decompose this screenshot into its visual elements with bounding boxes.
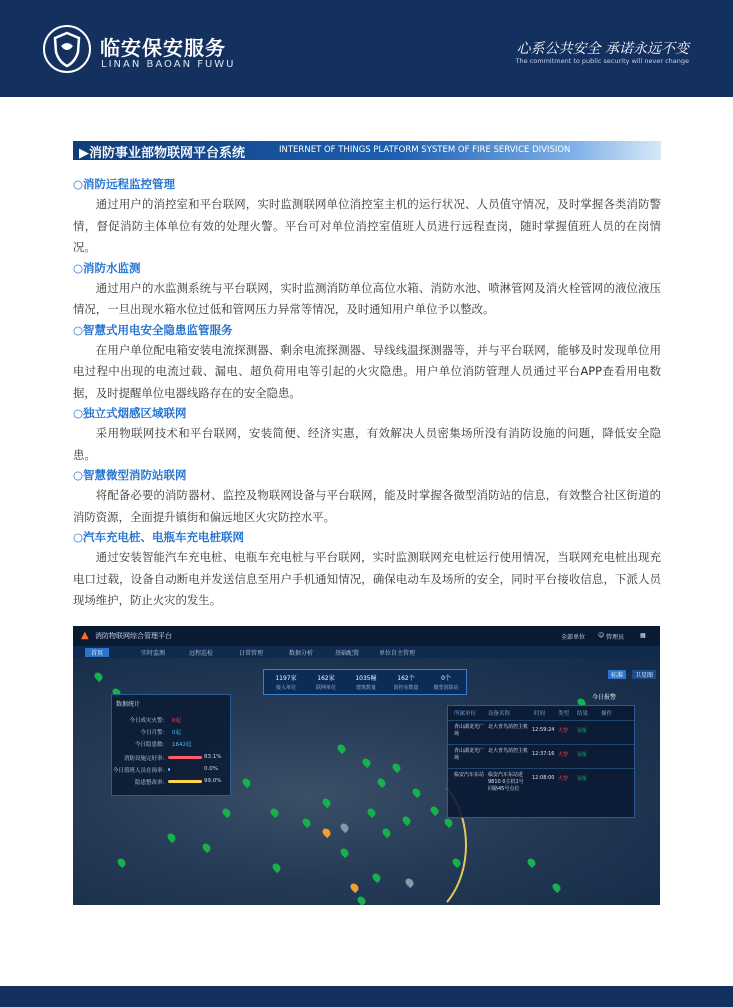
map-pin[interactable] xyxy=(301,817,312,828)
content-body xyxy=(73,175,661,612)
alarm-row[interactable]: 青山湖龙光广场 北大青鸟消控主机 12:59:24 火警 误报 xyxy=(448,720,634,745)
stat-row: 今日成灾火警： 0起 xyxy=(129,718,181,724)
nav-tab-inspection[interactable]: 远程巡检 xyxy=(189,650,214,657)
alarm-table-header: 所属单位 设备名称 时间 类型 结果 操作 xyxy=(454,711,613,717)
map-pin[interactable] xyxy=(271,862,282,873)
map-pin[interactable] xyxy=(361,757,372,768)
shield-logo-icon xyxy=(42,24,92,74)
item-title: ○消防远程监控管理 xyxy=(73,177,176,191)
item-body: 通过用户的水监测系统与平台联网，实时监测消防单位高位水箱、消防水池、喷淋管网及消火栓管网的液位液压情况，一旦出现水箱水位过低和管网压力异常等情况，及时通知用户单位予以整改。 xyxy=(73,280,661,316)
rate-row: 消防设施完好率： 83.1% xyxy=(123,754,222,762)
warning-pin[interactable] xyxy=(321,827,332,838)
data-stats-title: 数据统计 xyxy=(116,701,141,708)
map-pin[interactable] xyxy=(201,842,212,853)
stat-buildings: 1035幢 建筑数量 xyxy=(355,675,377,691)
user-icon: ☺ xyxy=(598,632,605,639)
map-pin[interactable] xyxy=(321,797,332,808)
rate-bar xyxy=(168,768,170,771)
map-pin[interactable] xyxy=(166,832,177,843)
stats-summary-bar xyxy=(263,669,467,695)
alarm-table-panel xyxy=(447,705,635,818)
header-banner xyxy=(0,0,733,97)
map-pin[interactable] xyxy=(116,857,127,868)
item-title: ○独立式烟感区域联网 xyxy=(73,406,187,420)
map-pin[interactable] xyxy=(339,847,350,858)
section-subtitle: INTERNET OF THINGS PLATFORM SYSTEM OF FIRE SERVICE DIVISION xyxy=(279,145,571,155)
item-body: 将配备必要的消防器材、监控及物联网设备与平台联网，能及时掌握各微型消防站的信息，有效整合社区街道的消防资源，全面提升镇街和偏远地区火灾防控水平。 xyxy=(73,488,661,524)
map-mode-satellite[interactable]: 卫星图 xyxy=(632,670,656,679)
stat-micro-stations: 0个 微型消防站 xyxy=(433,675,459,691)
flame-icon: ▲ xyxy=(81,630,89,641)
nav-tab-daily[interactable]: 日常管理 xyxy=(239,650,264,657)
item-body: 通过用户的消控室和平台联网，实时监测联网单位消控室主机的运行状况、人员值守情况，及时掌握各类消防警情，督促消防主体单位有效的处理火警。平台可对单位消控室值班人员进行远程查岗，随时掌握值班人员的在岗情况。 xyxy=(73,197,661,254)
item-title: ○智慧式用电安全隐患监管服务 xyxy=(73,322,233,337)
nav-tab-config[interactable]: 基础配置 xyxy=(335,650,360,657)
map-pin[interactable] xyxy=(241,777,252,788)
item-title: ○汽车充电桩、电瓶车充电桩联网 xyxy=(73,530,245,544)
platform-screenshot xyxy=(73,626,660,905)
map-pin[interactable] xyxy=(551,882,562,893)
stat-row: 今日月警： 0起 xyxy=(140,730,181,736)
unit-selector[interactable]: 全部单位 xyxy=(561,634,586,641)
slogan-chinese: 心系公共安全 承诺永远不变 xyxy=(516,41,689,57)
alarm-row[interactable]: 青山湖龙光广场 北大青鸟消控主机 12:37:16 火警 误报 xyxy=(448,744,634,769)
data-stats-panel xyxy=(111,694,231,796)
nav-tab-analysis[interactable]: 数据分析 xyxy=(289,650,314,657)
section-title: ▶消防事业部物联网平台系统 xyxy=(79,146,245,161)
brand-pinyin: LINAN BAOAN FUWU xyxy=(101,59,236,70)
rate-row: 今日值班人员在岗率： 0.0% xyxy=(112,766,218,774)
nav-tab-realtime[interactable]: 实时监测 xyxy=(141,650,166,657)
grid-icon[interactable]: ▦ xyxy=(640,632,646,639)
slogan-english: The commitment to public security will never change xyxy=(515,57,689,65)
warning-pin[interactable] xyxy=(349,882,360,893)
map-mode-standard[interactable]: 标准 xyxy=(608,670,626,679)
map-pin[interactable] xyxy=(93,671,104,682)
stat-row: 今日隐患数： 1642起 xyxy=(134,742,192,748)
platform-titlebar xyxy=(73,626,660,646)
map-pin[interactable] xyxy=(356,895,367,905)
item-title: ○智慧微型消防站联网 xyxy=(73,468,187,482)
stat-access-units: 1197家 接入单位 xyxy=(275,675,297,691)
item-remote-monitoring xyxy=(73,175,661,259)
section-title-bar xyxy=(73,141,661,160)
map-pin[interactable] xyxy=(221,807,232,818)
map-pin[interactable] xyxy=(526,857,537,868)
item-micro-fire-station xyxy=(73,466,661,528)
brand-name: 临安保安服务 xyxy=(100,36,226,60)
platform-nav xyxy=(73,646,660,658)
item-electrical-safety xyxy=(73,321,661,405)
stat-networked-units: 162家 联网单位 xyxy=(315,675,336,691)
nav-tab-self-manage[interactable]: 单位自主管理 xyxy=(379,650,416,657)
alarm-row[interactable]: 临安汽车东站 临安汽车东站进9810 0主机1号回路45号点位 12:08:00 火警 误报 xyxy=(448,768,634,809)
item-body: 采用物联网技术和平台联网，安装简便、经济实惠，有效解决人员密集场所没有消防设施的问题，降低安全隐患。 xyxy=(73,426,661,462)
item-body: 在用户单位配电箱安装电流探测器、剩余电流探测器、导线线温探测器等，并与平台联网，能够及时发现单位用电过程中出现的电流过载、漏电、超负荷用电等引起的火灾隐患。用户单位消防管理人员通过平台APP查看用电数据，及时提醒单位电器线路存在的安全隐患。 xyxy=(73,342,661,400)
item-water-monitoring xyxy=(73,259,661,321)
rate-row: 隐患整改率： 99.0% xyxy=(134,778,222,786)
rate-bar xyxy=(168,780,202,783)
map-pin[interactable] xyxy=(269,807,280,818)
map-area[interactable] xyxy=(73,658,660,905)
item-title: ○消防水监测 xyxy=(73,260,141,275)
rate-bar xyxy=(168,756,202,759)
offline-pin[interactable] xyxy=(339,822,350,833)
stat-control-rooms: 162个 消控室数量 xyxy=(393,675,419,691)
item-body: 通过安装智能汽车充电桩、电瓶车充电桩与平台联网，实时监测联网充电桩运行使用情况，当联网充电桩出现充电口过载，设备自动断电并发送信息至用户手机通知情况，确保电动车及场所的安全，同时平台接收信息，下派人员现场维护，防止火灾的发生。 xyxy=(73,550,661,607)
today-alarm-tab[interactable]: 今日报警 xyxy=(592,694,617,701)
item-charging-pile xyxy=(73,528,661,612)
admin-menu[interactable]: 管理员 xyxy=(606,634,625,641)
nav-tab-home[interactable]: 首页 xyxy=(85,648,109,657)
item-smoke-detector xyxy=(73,404,661,466)
footer-bar xyxy=(0,986,733,1007)
map-pin[interactable] xyxy=(336,743,347,754)
platform-title: 消防物联网综合管理平台 xyxy=(95,632,172,640)
